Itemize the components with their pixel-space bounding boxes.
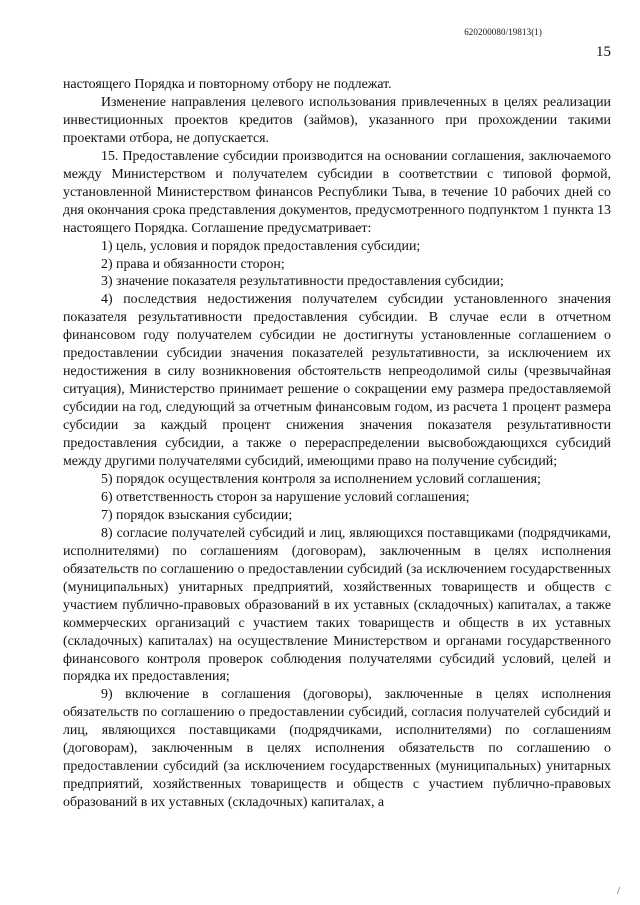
document-body [63,76,611,812]
list-item: 1) цель, условия и порядок предоставления субсидии; [101,238,421,254]
list-item: 6) ответственность сторон за нарушение условий соглашения; [101,489,470,505]
list-item: 4) последствия недостижения получателем субсидии установленного значения показателя результативности предоставления субсидии. В случае если в отчетном финансовом году получателем субсидии не достигнуты установленные соглашением о предоставлении субсидии значения показателей результативности, за исключением их недостижения в силу возникновения обстоятельств непреодолимой силы (чрезвычайная ситуация), Министерство принимает решение о сокращении ему размера предоставляемой субсидии на год, следующий за отчетным финансовым годом, из расчета 1 процент размера субсидии за каждый процент снижения значения показателя результативности предоставления субсидии, а также о перераспределении высвобождающихся субсидий между другими получателями субсидий, имеющими право на получение субсидий; [63,292,611,470]
list-item: 9) включение в соглашения (договоры), заключенные в целях исполнения обязательств по соглашению о предоставлении субсидий, согласия получателей субсидий и лиц, являющихся поставщиками (подрядчиками, исполнителями) по соглашениям (договорам), заключенным в целях исполнения обязательств по соглашению о предоставлении субсидий (за исключением государственных (муниципальных) унитарных предприятий, хозяйственных товариществ и обществ с участием публично-правовых образований в их уставных (складочных) капиталах, а [63,687,611,811]
document-code: 620200080/19813(1) [464,27,542,37]
list-item: 5) порядок осуществления контроля за исполнением условий соглашения; [101,471,541,487]
corner-mark: / [616,885,620,897]
list-item: 7) порядок взыскания субсидии; [101,507,293,523]
list-item: 8) согласие получателей субсидий и лиц, являющихся поставщиками (подрядчиками, исполнителями) по соглашениям (договорам), заключенным в целях исполнения обязательств по соглашению о предоставлении субсидий (за исключением государственных (муниципальных) унитарных предприятий, хозяйственных товариществ и обществ с участием публично-правовых образований в их уставных (складочных) капиталах, а также коммерческих организаций с участием таких товариществ и обществ в их уставных (складочных) капиталах) на осуществление Министерством и органами государственного финансового контроля проверок соблюдения получателями субсидий условий, целей и порядка их предоставления; [63,525,611,685]
paragraph: настоящего Порядка и повторному отбору не подлежат. [63,77,392,92]
paragraph: Изменение направления целевого использования привлеченных в целях реализации инвестиционных проектов кредитов (займов), указанного при прохождении такими проектами отбора, не допускается. [63,94,611,146]
page-number: 15 [596,44,611,60]
list-item: 3) значение показателя результативности предоставления субсидии; [101,274,504,290]
paragraph: 15. Предоставление субсидии производится на основании соглашения, заключаемого между Министерством и получателем субсидии в соответствии с типовой формой, установленной Министерством финансов Республики Тыва, в течение 10 рабочих дней со дня окончания срока представления документов, предусмотренного подпунктом 1 пункта 13 настоящего Порядка. Соглашение предусматривает: [63,148,611,236]
list-item: 2) права и обязанности сторон; [101,256,285,272]
